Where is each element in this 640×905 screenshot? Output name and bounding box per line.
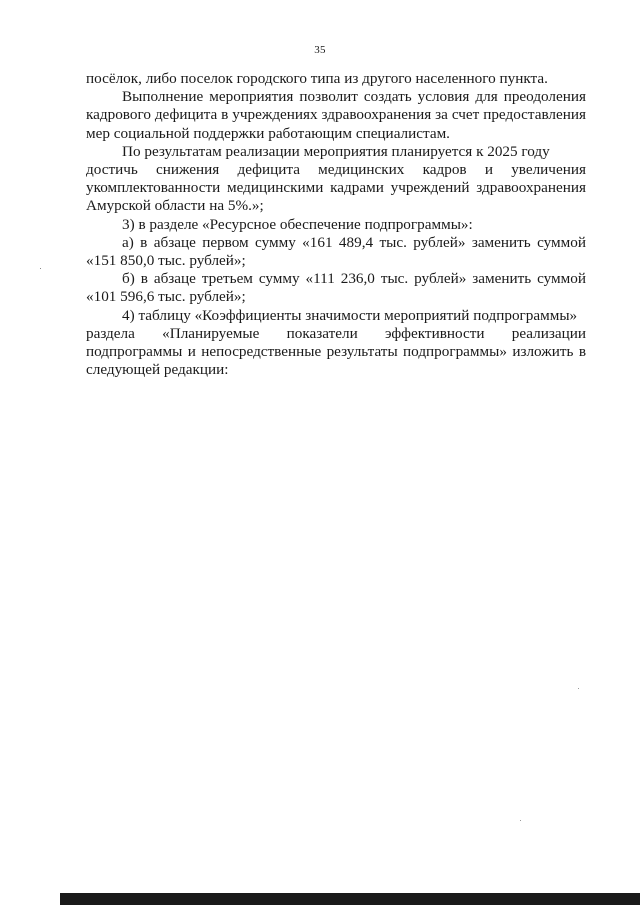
paragraph-3-line-2: [86, 161, 586, 179]
scan-speck: [40, 268, 41, 269]
paragraph-3-rest: укомплектованности медицинскими кадрами учреждений здравоохранения Амурской области на 5%.»;: [86, 179, 586, 215]
word: увеличения: [511, 161, 586, 179]
document-body: [86, 70, 586, 379]
paragraph-4: 3) в разделе «Ресурсное обеспечение подпрограммы»:: [122, 215, 473, 233]
word: достичь: [86, 161, 138, 179]
word: раздела: [86, 324, 135, 342]
word: реализации: [511, 324, 586, 342]
word: кадров: [422, 161, 467, 179]
paragraph-2: Выполнение мероприятия позволит создать условия для преодоления кадрового дефицита в учреждениях здравоохранения за счет предоставления мер социальной поддержки работающим специалистам.: [86, 88, 586, 142]
paragraph-7-rest: подпрограммы и непосредственные результаты подпрограммы» изложить в следующей редакции:: [86, 343, 586, 379]
paragraph-5: а) в абзаце первом сумму «161 489,4 тыс. рублей» заменить суммой «151 850,0 тыс. рублей»;: [86, 233, 586, 270]
paragraph-3-line-1: По результатам реализации мероприятия планируется к 2025 году: [122, 142, 550, 160]
paragraph-7-line-2: [86, 325, 586, 343]
scan-speck: [520, 820, 521, 821]
word: «Планируемые: [162, 324, 260, 342]
word: дефицита: [237, 161, 300, 179]
word: снижения: [156, 161, 220, 179]
word: показатели: [286, 324, 358, 342]
paragraph-6: б) в абзаце третьем сумму «111 236,0 тыс. рублей» заменить суммой «101 596,6 тыс. рублей»;: [86, 270, 586, 306]
scan-bottom-edge: [60, 893, 640, 905]
paragraph-7-line-1: 4) таблицу «Коэффициенты значимости мероприятий подпрограммы»: [122, 306, 578, 324]
word: и: [484, 161, 493, 179]
scan-speck: [578, 688, 579, 689]
paragraph-7: [86, 307, 586, 380]
word: медицинских: [318, 161, 405, 179]
word: эффективности: [384, 324, 485, 342]
paragraph-3: [86, 143, 586, 216]
page-number: 35: [314, 44, 326, 56]
paragraph-1: посёлок, либо поселок городского типа из другого населенного пункта.: [86, 70, 548, 87]
